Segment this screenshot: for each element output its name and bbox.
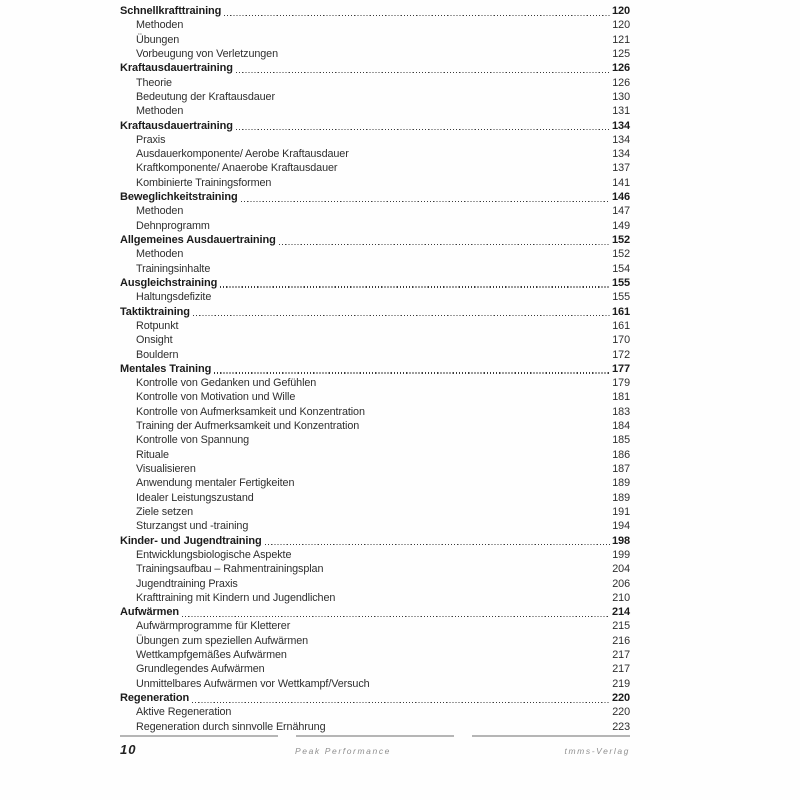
toc-sub-entry [120, 433, 630, 447]
toc-entry-page-number: 181 [612, 391, 630, 404]
page-footer [120, 735, 630, 757]
toc-entry-page-number: 155 [612, 291, 630, 304]
toc-entry-page-number: 184 [612, 420, 630, 433]
toc-entry-page-number: 217 [612, 663, 630, 676]
toc-entry-label: Ziele setzen [136, 505, 194, 518]
toc-entry-label: Wettkampfgemäßes Aufwärmen [136, 649, 287, 662]
toc-entry-label: Krafttraining mit Kindern und Jugendlichen [136, 591, 336, 604]
toc-entry-page-number: 210 [612, 591, 630, 604]
toc-entry-page-number: 204 [612, 563, 630, 576]
toc-entry-label: Anwendung mentaler Fertigkeiten [136, 477, 295, 490]
toc-sub-entry [120, 333, 630, 347]
toc-sub-entry [120, 133, 630, 147]
toc-sub-entry [120, 562, 630, 576]
toc-sub-entry [120, 505, 630, 519]
toc-sub-entry [120, 219, 630, 233]
toc-entry-label: Aufwärmprogramme für Kletterer [136, 620, 291, 633]
toc-section-entry [120, 305, 630, 319]
toc-sub-entry [120, 448, 630, 462]
toc-entry-page-number: 147 [612, 205, 630, 218]
toc-entry-page-number: 206 [612, 577, 630, 590]
toc-entry-label: Kontrolle von Aufmerksamkeit und Konzentration [136, 405, 365, 418]
toc-entry-label: Ausdauerkomponente/ Aerobe Kraftausdauer [136, 148, 349, 161]
toc-entry-page-number: 183 [612, 405, 630, 418]
toc-sub-entry [120, 348, 630, 362]
toc-entry-page-number: 172 [612, 348, 630, 361]
toc-entry-page-number: 130 [612, 90, 630, 103]
toc-entry-page-number: 215 [612, 620, 630, 633]
toc-entry-page-number: 185 [612, 434, 630, 447]
footer-rule-segment [120, 735, 278, 737]
toc-entry-page-number: 125 [612, 47, 630, 60]
toc-entry-label: Aufwärmen [120, 606, 179, 619]
dot-leader [236, 119, 610, 133]
toc-entry-label: Bouldern [136, 348, 179, 361]
toc-list [120, 4, 630, 734]
dot-leader [265, 534, 610, 548]
toc-entry-page-number: 154 [612, 262, 630, 275]
dot-leader [236, 61, 610, 75]
toc-entry-page-number: 170 [612, 334, 630, 347]
footer-row [120, 742, 630, 757]
toc-sub-entry [120, 104, 630, 118]
toc-entry-label: Praxis [136, 133, 166, 146]
footer-rule [120, 735, 630, 737]
toc-sub-entry [120, 262, 630, 276]
toc-entry-label: Visualisieren [136, 463, 196, 475]
toc-sub-entry [120, 176, 630, 190]
toc-entry-page-number: 120 [611, 5, 630, 17]
toc-section-entry [120, 605, 630, 619]
toc-entry-label: Idealer Leistungszustand [136, 491, 254, 504]
toc-sub-entry [120, 247, 630, 261]
toc-entry-page-number: 161 [612, 319, 630, 332]
toc-sub-entry [120, 147, 630, 161]
toc-entry-label: Kontrolle von Spannung [136, 434, 250, 447]
toc-entry-page-number: 191 [612, 505, 630, 518]
toc-entry-page-number: 141 [612, 176, 630, 189]
toc-entry-page-number: 134 [611, 119, 630, 132]
toc-entry-label: Übungen [136, 33, 180, 46]
toc-section-entry [120, 4, 630, 18]
toc-entry-page-number: 214 [611, 606, 630, 619]
toc-entry-page-number: 152 [612, 248, 630, 261]
toc-entry-page-number: 220 [612, 706, 630, 719]
toc-entry-page-number: 223 [612, 720, 630, 733]
dot-leader [182, 605, 610, 619]
toc-entry-page-number: 189 [612, 477, 630, 490]
toc-entry-page-number: 198 [611, 534, 630, 547]
toc-sub-entry [120, 419, 630, 433]
toc-entry-page-number: 194 [612, 520, 630, 533]
toc-sub-entry [120, 577, 630, 591]
toc-entry-page-number: 161 [611, 305, 630, 318]
toc-entry-page-number: 179 [612, 377, 630, 390]
toc-entry-label: Entwicklungsbiologische Aspekte [136, 548, 292, 561]
toc-entry-label: Taktiktraining [120, 305, 190, 318]
toc-sub-entry [120, 720, 630, 734]
dot-leader [241, 190, 610, 204]
toc-sub-entry [120, 591, 630, 605]
toc-entry-label: Methoden [136, 105, 184, 118]
toc-section-entry [120, 691, 630, 705]
toc-entry-page-number: 120 [612, 19, 630, 32]
toc-sub-entry [120, 662, 630, 676]
toc-sub-entry [120, 705, 630, 719]
toc-sub-entry [120, 161, 630, 175]
toc-section-entry [120, 534, 630, 548]
toc-sub-entry [120, 548, 630, 562]
toc-sub-entry [120, 519, 630, 533]
toc-entry-page-number: 155 [611, 276, 630, 289]
toc-entry-label: Onsight [136, 334, 173, 347]
toc-entry-label: Trainingsaufbau – Rahmentrainingsplan [136, 563, 324, 576]
toc-sub-entry [120, 204, 630, 218]
dot-leader [214, 362, 610, 376]
toc-entry-label: Vorbeugung von Verletzungen [136, 47, 278, 60]
dot-leader [279, 233, 610, 247]
toc-entry-page-number: 217 [612, 649, 630, 662]
dot-leader [193, 305, 610, 319]
toc-entry-page-number: 189 [612, 491, 630, 504]
toc-entry-page-number: 149 [612, 219, 630, 232]
dot-leader [192, 691, 610, 705]
footer-page-number: 10 [120, 741, 137, 757]
toc-sub-entry [120, 76, 630, 90]
toc-entry-label: Rituale [136, 448, 169, 461]
toc-entry-page-number: 220 [611, 692, 630, 704]
toc-entry-label: Sturzangst und -training [136, 520, 249, 533]
toc-sub-entry [120, 90, 630, 104]
footer-rule-segment [472, 735, 630, 737]
toc-entry-label: Übungen zum speziellen Aufwärmen [136, 634, 309, 647]
toc-entry-page-number: 199 [612, 548, 630, 561]
toc-entry-page-number: 219 [612, 677, 630, 690]
toc-section-entry [120, 233, 630, 247]
toc-entry-page-number: 152 [611, 234, 630, 246]
toc-sub-entry [120, 18, 630, 32]
toc-entry-page-number: 146 [611, 191, 630, 204]
toc-entry-label: Ausgleichstraining [120, 276, 218, 289]
toc-entry-label: Regeneration durch sinnvolle Ernährung [136, 720, 326, 733]
toc-entry-page-number: 216 [612, 634, 630, 647]
toc-entry-page-number: 137 [612, 162, 630, 175]
toc-entry-label: Allgemeines Ausdauertraining [120, 234, 276, 246]
toc-entry-label: Unmittelbares Aufwärmen vor Wettkampf/Versuch [136, 677, 370, 690]
toc-entry-label: Aktive Regeneration [136, 706, 232, 719]
toc-entry-page-number: 186 [612, 448, 630, 461]
toc-sub-entry [120, 619, 630, 633]
toc-entry-label: Kinder- und Jugendtraining [120, 534, 262, 547]
toc-entry-page-number: 131 [612, 105, 630, 118]
footer-rule-segment [296, 735, 454, 737]
toc-section-entry [120, 362, 630, 376]
toc-entry-label: Methoden [136, 19, 184, 32]
toc-entry-page-number: 126 [612, 76, 630, 89]
toc-entry-label: Kontrolle von Motivation und Wille [136, 391, 296, 404]
toc-entry-label: Kraftkomponente/ Anaerobe Kraftausdauer [136, 162, 338, 175]
toc-sub-entry [120, 648, 630, 662]
toc-entry-label: Kontrolle von Gedanken und Gefühlen [136, 377, 317, 390]
toc-entry-label: Bedeutung der Kraftausdauer [136, 90, 275, 103]
toc-entry-label: Trainingsinhalte [136, 262, 211, 275]
dot-leader [220, 276, 610, 290]
toc-sub-entry [120, 390, 630, 404]
toc-sub-entry [120, 405, 630, 419]
toc-entry-label: Training der Aufmerksamkeit und Konzentration [136, 420, 360, 433]
toc-entry-label: Grundlegendes Aufwärmen [136, 663, 265, 676]
toc-sub-entry [120, 634, 630, 648]
toc-entry-label: Beweglichkeitstraining [120, 191, 238, 204]
toc-entry-page-number: 134 [612, 133, 630, 146]
toc-section-entry [120, 190, 630, 204]
toc-sub-entry [120, 491, 630, 505]
toc-entry-page-number: 121 [612, 33, 630, 46]
toc-entry-label: Methoden [136, 248, 184, 261]
toc-entry-label: Rotpunkt [136, 319, 179, 332]
toc-sub-entry [120, 33, 630, 47]
toc-entry-page-number: 187 [612, 463, 630, 475]
toc-sub-entry [120, 47, 630, 61]
toc-entry-page-number: 126 [611, 62, 630, 75]
toc-entry-label: Haltungsdefizite [136, 291, 212, 304]
toc-entry-label: Jugendtraining Praxis [136, 577, 238, 590]
toc-sub-entry [120, 476, 630, 490]
toc-entry-label: Kraftausdauertraining [120, 62, 233, 75]
toc-section-entry [120, 119, 630, 133]
toc-entry-label: Mentales Training [120, 362, 212, 375]
toc-entry-label: Methoden [136, 205, 184, 218]
toc-sub-entry [120, 677, 630, 691]
toc-sub-entry [120, 376, 630, 390]
toc-entry-page-number: 134 [612, 148, 630, 161]
toc-sub-entry [120, 319, 630, 333]
toc-section-entry [120, 61, 630, 75]
toc-sub-entry [120, 290, 630, 304]
toc-entry-label: Kraftausdauertraining [120, 119, 233, 132]
footer-publisher: tmms-Verlag [564, 745, 630, 756]
toc-entry-label: Theorie [136, 76, 172, 89]
toc-sub-entry [120, 462, 630, 476]
toc-entry-label: Schnellkrafttraining [120, 5, 222, 17]
toc-section-entry [120, 276, 630, 290]
toc-entry-label: Regeneration [120, 692, 190, 704]
footer-book-title: Peak Performance [295, 745, 391, 756]
toc-entry-page-number: 177 [611, 362, 630, 375]
toc-entry-label: Dehnprogramm [136, 219, 210, 232]
toc-entry-label: Kombinierte Trainingsformen [136, 176, 272, 189]
dot-leader [224, 4, 610, 18]
